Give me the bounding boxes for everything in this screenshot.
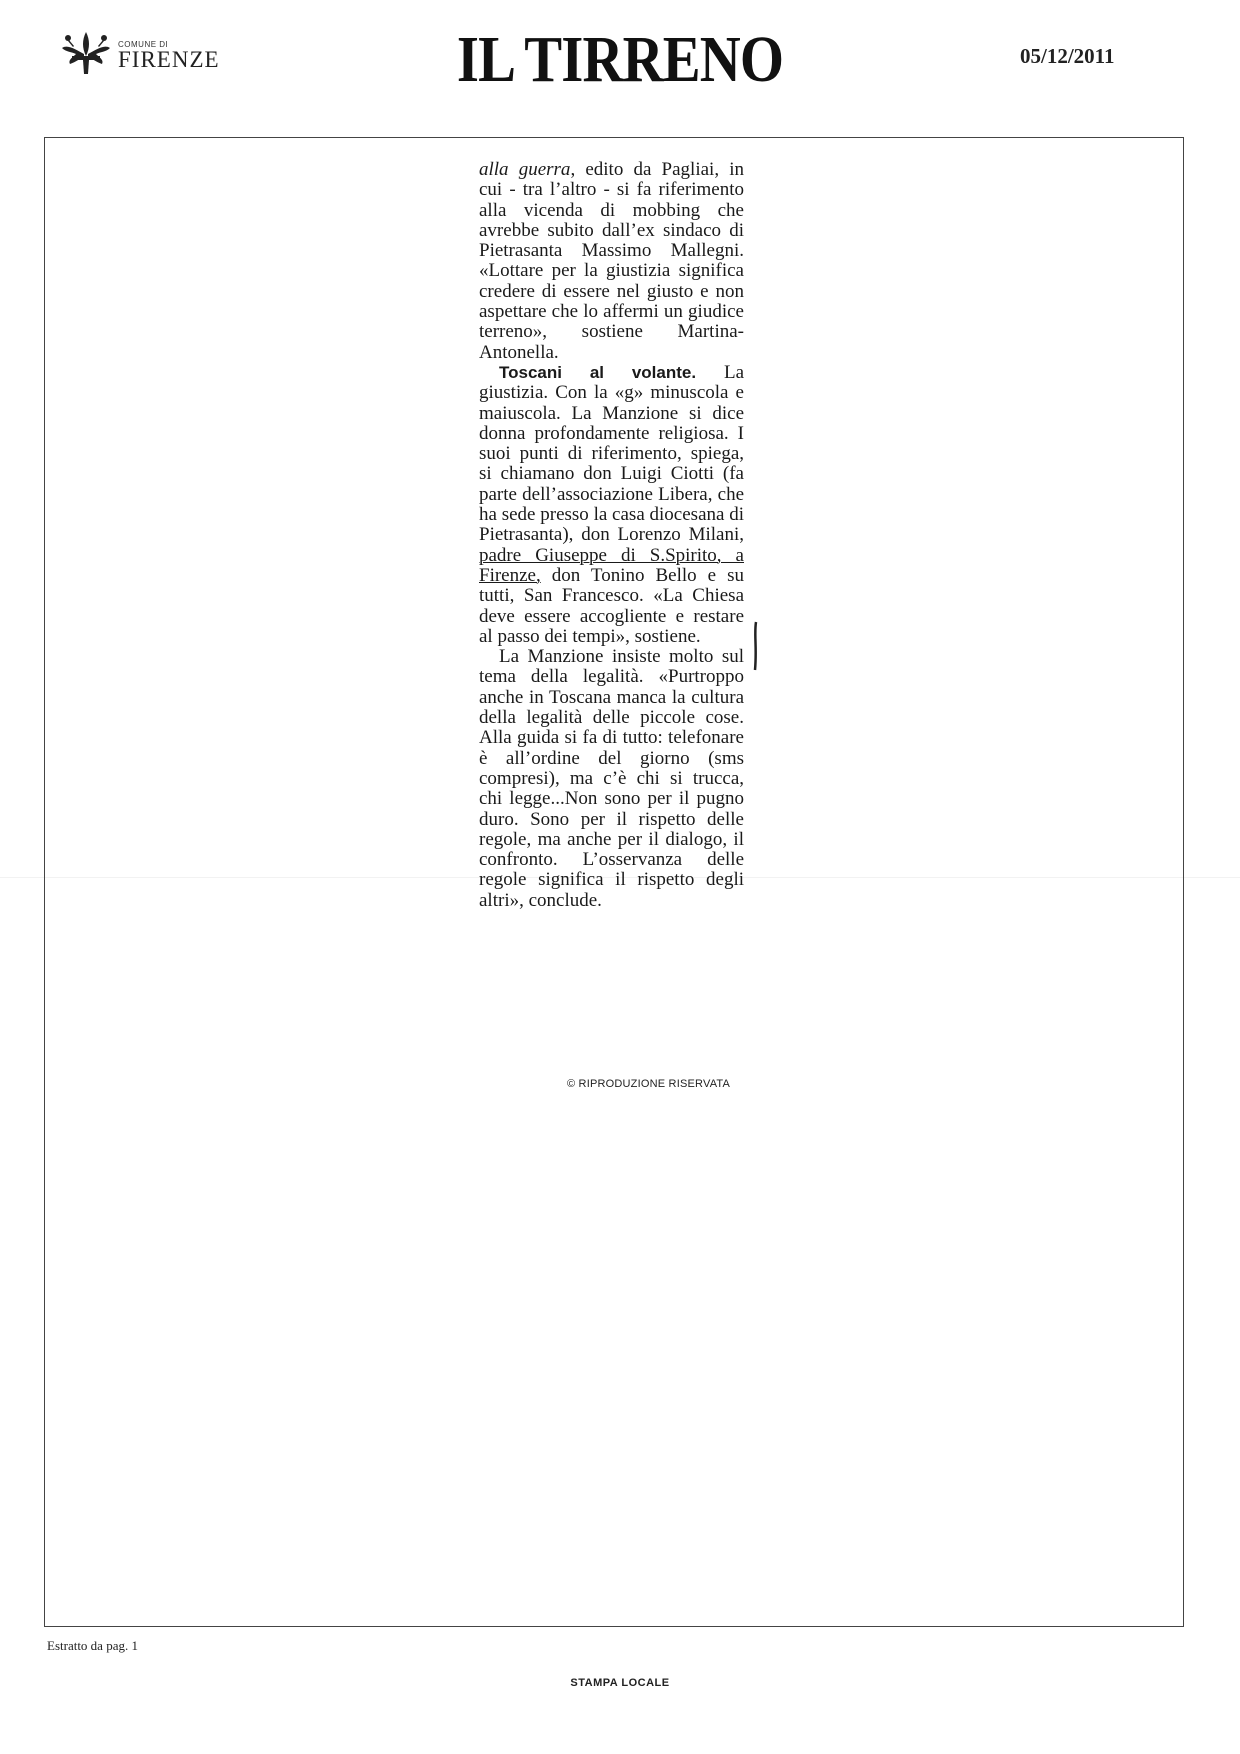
publication-date: 05/12/2011 xyxy=(1020,44,1115,68)
copyright-notice: © RIPRODUZIONE RISERVATA xyxy=(567,1078,731,1090)
florentine-lily-icon xyxy=(58,30,114,76)
book-title: alla guerra xyxy=(479,159,571,180)
paragraph-1-text: , edito da Pagliai, in cui - tra l’altro - si fa riferimento alla vicenda di mobbing che avrebbe subito dall’ex sindaco di Pietrasanta Massimo Mallegni. «Lottare per la giustizia significa credere di essere nel giusto e non aspettare che lo affermi un giudice terreno», sostiene Martina-Antonella. xyxy=(479,159,744,363)
comune-firenze-logo xyxy=(58,30,228,80)
article-column xyxy=(479,160,744,911)
page-extract-note: Estratto da pag. 1 xyxy=(47,1638,138,1653)
underlined-passage: padre Giuseppe di S.Spirito, a Firenze, xyxy=(479,544,744,586)
article-paragraph-1 xyxy=(479,160,744,363)
subheading: Toscani al volante. xyxy=(499,362,697,382)
article-paragraph-3: La Manzione insiste molto sul tema della legalità. «Purtroppo anche in Toscana manca la cultura della legalità delle piccole cose. Alla guida si fa di tutto: telefonare è all’ordine del giorno (sms compresi), ma c’è chi si trucca, chi legge...Non sono per il pugno duro. Sono per il rispetto delle regole, ma anche per il dialogo, il confronto. L’osservanza delle regole significa il rispetto degli altri», conclude. xyxy=(479,646,744,911)
logo-city-name: FIRENZE xyxy=(118,47,220,72)
newspaper-masthead: IL TIRRENO xyxy=(456,23,784,96)
logo-small-text: COMUNE DI xyxy=(118,40,169,49)
paragraph-2-text-a: La giustizia. Con la «g» minuscola e maiuscola. La Manzione si dice donna profondamente religiosa. I suoi punti di riferimento, spiega, si chiamano don Luigi Ciotti (fa parte dell’associazione Libera, che ha sede presso la casa diocesana di Pietrasanta), don Lorenzo Milani, xyxy=(479,361,745,546)
pen-mark-icon xyxy=(752,620,760,672)
article-paragraph-2 xyxy=(479,363,744,647)
paragraph-2-text-b: don Tonino Bello e su tutti, San Francesco. «La Chiesa deve essere accogliente e restare al passo dei tempi», sostiene. xyxy=(479,564,744,647)
section-category: STAMPA LOCALE xyxy=(570,1677,670,1689)
